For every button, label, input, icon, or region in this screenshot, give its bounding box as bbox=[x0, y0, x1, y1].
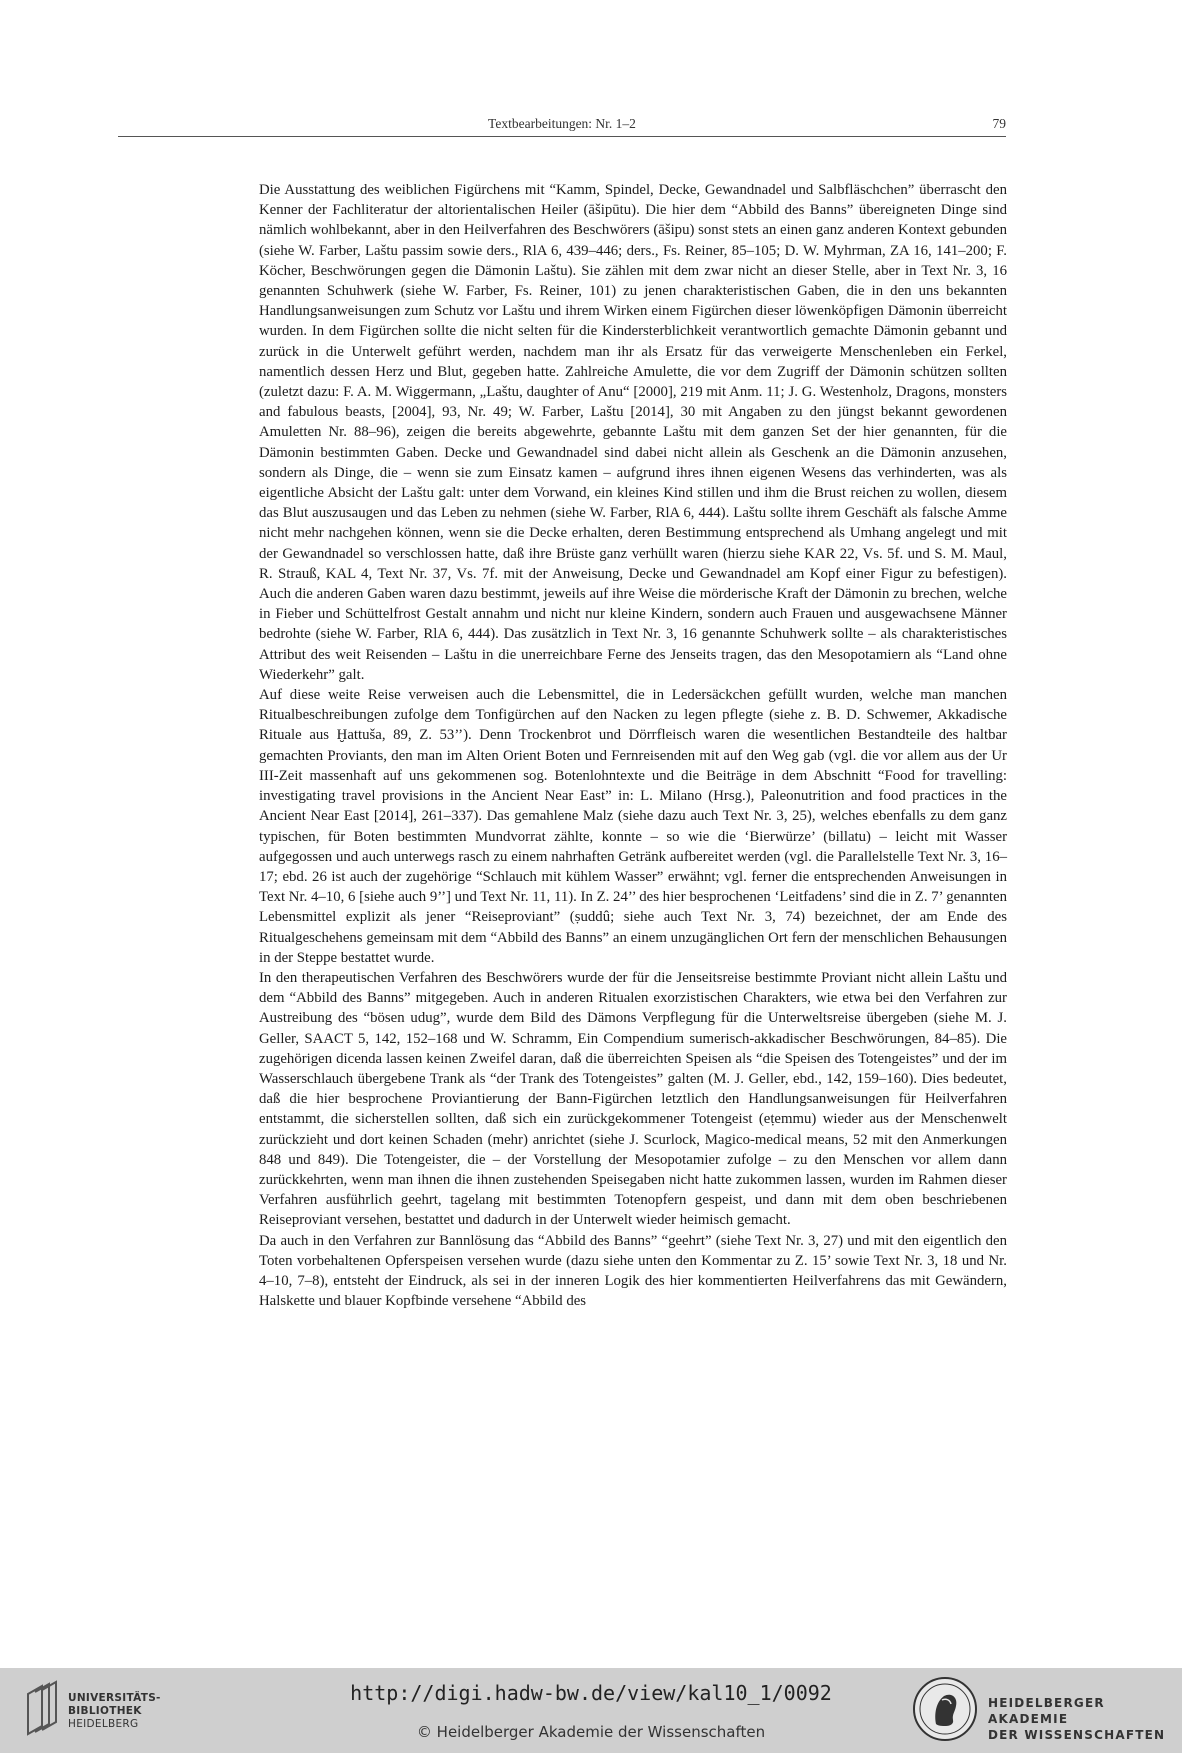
body-text bbox=[259, 180, 1007, 1311]
library-name-line: UNIVERSITÄTS- bbox=[68, 1692, 161, 1704]
running-head bbox=[118, 110, 1006, 137]
paragraph: Da auch in den Verfahren zur Bannlösung das “Abbild des Banns” “geehrt” (siehe Text Nr. 3, 27) und mit den eigentlich den Toten vorbehaltenen Opferspeisen versehen wurde (dazu siehe unten den Kommentar zu Z. 15’ sowie Text Nr. 3, 18 und Nr. 4–10, 7–8), entsteht der Eindruck, als sei in der inneren Logik des hier kommentierten Heilverfahrens das mit Gewändern, Halskette und blauer Kopfbinde versehene “Abbild des bbox=[259, 1232, 1007, 1310]
paragraph: Auf diese weite Reise verweisen auch die Lebensmittel, die in Ledersäckchen gefüllt wurden, welche man manchen Ritualbeschreibungen zufolge dem Tonfigürchen auf den Nacken zu legen pflegte (siehe z. B. D. Schwemer, Akkadische Rituale aus Ḫattuša, 89, Z. 53’’). Denn Trockenbrot und Dörrfleisch waren die wesentlichen Bestandteile des haltbar gemachten Proviants, den man im Alten Orient Boten und Fernreisenden mit auf den Weg gab (vgl. die vor allem aus der Ur III-Zeit massenhaft auf uns gekommenen sog. Botenlohntexte und die Beiträge in dem Abschnitt “Food for travelling: investigating travel provisions in the Ancient Near East” in: L. Milano (Hrsg.), Paleonutrition and food practices in the Ancient Near East [2014], 261–337). Das gemahlene Malz (siehe dazu auch Text Nr. 3, 25), welches ebenfalls zu dem ganz typischen, für Boten bestimmten Mundvorrat zählte, konnte – so wie die ‘Bierwürze’ (billatu) – leicht mit Wasser aufgegossen und auch unterwegs rasch zu einem nahrhaften Getränk aufbereitet werden (vgl. die Parallelstelle Text Nr. 3, 16–17; ebd. 26 ist auch der zugehörige “Schlauch mit kühlem Wasser” erwähnt; vgl. ferner die entsprechenden Anweisungen in Text Nr. 4–10, 6 [siehe auch 9’’] und Text Nr. 11, 11). In Z. 24’’ des hier besprochenen ‘Leitfadens’ sind die in Z. 7’ genannten Lebensmittel explizit als jener “Reiseproviant” (ṣuddû; siehe auch Text Nr. 3, 74) bezeichnet, der am Ende des Ritualgeschehens gemeinsam mit dem “Abbild des Banns” an einem unzugänglichen Ort fern der menschlichen Behausungen in der Steppe bestattet wurde. bbox=[259, 687, 1007, 966]
library-name-line: BIBLIOTHEK bbox=[68, 1705, 142, 1717]
academy-name-line: DER WISSENSCHAFTEN bbox=[988, 1728, 1166, 1742]
paragraph: In den therapeutischen Verfahren des Beschwörers wurde der für die Jenseitsreise bestimmte Proviant nicht allein Laštu und dem “Abbild des Banns” mitgegeben. Auch in anderen Ritualen exorzistischen Charakters, wie etwa bei den Verfahren zur Austreibung des “bösen udug”, wurde dem Bild des Dämons Verpflegung für die Unterweltsreise übergeben (siehe M. J. Geller, SAACT 5, 142, 152–168 und W. Schramm, Ein Compendium sumerisch-akkadischer Beschwörungen, 84–85). Die zugehörigen dicenda lassen keinen Zweifel daran, daß die überreichten Speisen als “die Speisen des Totengeistes” und der im Wasserschlauch übergebene Trank als “der Trank des Totengeistes” galten (M. J. Geller, ebd., 142, 159–160). Dies bedeutet, daß die hier besprochene Proviantierung der Bann-Figürchen letztlich den Handlungsanweisungen für Heilverfahren entstammt, die sicherstellen sollten, daß sich ein zurückgekommener Totengeist (eṭemmu) wieder aus der Menschenwelt zurückzieht und dort keinen Schaden (mehr) anrichtet (siehe J. Scurlock, Magico-medical means, 52 mit den Anmerkungen 848 und 849). Die Totengeister, die – der Vorstellung der Mesopotamier zufolge – zu den Menschen vor allem dann zurückkehrten, wenn man ihnen die ihnen zustehenden Speisegaben nicht hatte zukommen lassen, wurden im Rahmen dieser Verfahren ausführlich geehrt, tagelang mit bestimmten Totenopfern gespeist, und dann mit dem oben beschriebenen Reiseproviant versehen, bestattet und dadurch in der Unterwelt wieder heimisch gemacht. bbox=[259, 969, 1007, 1229]
viewer-footer bbox=[0, 1668, 1182, 1753]
page-number: 79 bbox=[992, 116, 1006, 131]
copyright-notice: © Heidelberger Akademie der Wissenschaften bbox=[416, 1723, 766, 1741]
library-name-line: HEIDELBERG bbox=[68, 1718, 139, 1730]
running-title: Textbearbeitungen: Nr. 1–2 bbox=[488, 116, 636, 131]
permalink-url[interactable]: http://digi.hadw-bw.de/view/kal10_1/0092 bbox=[350, 1681, 832, 1705]
academy-name bbox=[988, 1695, 1182, 1743]
academy-seal-icon bbox=[912, 1676, 978, 1742]
academy-name-line: HEIDELBERGER AKADEMIE bbox=[988, 1696, 1105, 1726]
paragraph: Die Ausstattung des weiblichen Figürchens mit “Kamm, Spindel, Decke, Gewandnadel und Salbfläschchen” überrascht den Kenner der Fachliteratur der altorientalischen Heiler (āšipūtu). Die hier dem “Abbild des Banns” übereigneten Dinge sind nämlich wohlbekannt, aber in den Heilverfahren des Beschwörers (āšipu) sonst stets an einen ganz anderen Kontext gebunden (siehe W. Farber, Laštu passim sowie ders., RlA 6, 439–446; ders., Fs. Reiner, 85–105; D. W. Myhrman, ZA 16, 141–200; F. Köcher, Beschwörungen gegen die Dämonin Laštu). Sie zählen mit dem zwar nicht an dieser Stelle, aber in Text Nr. 3, 16 genannten Schuhwerk (siehe W. Farber, Fs. Reiner, 101) zu jenen charakteristischen Gaben, die in den uns bekannten Handlungsanweisungen zum Schutz vor Laštu und ihrem Wirken einem Figürchen dieser löwenköpfigen Dämonin überreicht wurden. In dem Figürchen sollte die nicht selten für die Kindersterblichkeit verantwortlich gemachte Dämonin gebannt und zurück in die Unterwelt geführt werden, nachdem man ihr als Ersatz für das verweigerte Menschenleben ein Ferkel, namentlich dessen Herz und Blut, gegeben hatte. Zahlreiche Amulette, die vor dem Zugriff der Dämonin schützen sollten (zuletzt dazu: F. A. M. Wiggermann, „Laštu, daughter of Anu“ [2000], 219 mit Anm. 11; J. G. Westenholz, Dragons, monsters and fabulous beasts, [2004], 93, Nr. 49; W. Farber, Laštu [2014], 30 mit Angaben zu den jüngst bekannt gewordenen Amuletten Nr. 88–96), zeigen die bereits abgewehrte, gebannte Laštu mit dem ganzen Set der hier genannten, für die Dämonin bestimmten Gaben. Decke und Gewandnadel sind dabei nicht allein als Geschenk an die Dämonin anzusehen, sondern als Dinge, die – wenn sie zum Einsatz kamen – aufgrund ihres ihnen eigenen Wesens das verhinderten, was als eigentliche Absicht der Laštu galt: unter dem Vorwand, ein kleines Kind stillen und ihm die Brust reichen zu wollen, diesem das Blut auszusaugen und das Leben zu nehmen (siehe W. Farber, RlA 6, 444). Laštu sollte ihrem Geschäft als falsche Amme nicht mehr nachgehen können, wenn sie die Decke erhalten, deren Bestimmung entsprechend als Umhang angelegt und mit der Gewandnadel so verschlossen hatte, daß ihre Brüste ganz verhüllt waren (hierzu siehe KAR 22, Vs. 5f. und S. M. Maul, R. Strauß, KAL 4, Text Nr. 37, Vs. 7f. mit der Anweisung, Decke und Gewandnadel am Kopf einer Figur zu befestigen). Auch die anderen Gaben waren dazu bestimmt, jeweils auf ihre Weise die mörderische Kraft der Dämonin zu brechen, welche in Fieber und Schüttelfrost Gestalt annahm und nicht nur kleine Kindern, sondern auch Frauen und ausgewachsene Männer bedrohte (siehe W. Farber, RlA 6, 444). Das zusätzlich in Text Nr. 3, 16 genannte Schuhwerk sollte – als charakteristisches Attribut des weit Reisenden – Laštu in die unerreichbare Ferne des Jenseits tragen, das den Mesopotamiern als “Land ohne Wiederkehr” galt. bbox=[259, 182, 1007, 683]
